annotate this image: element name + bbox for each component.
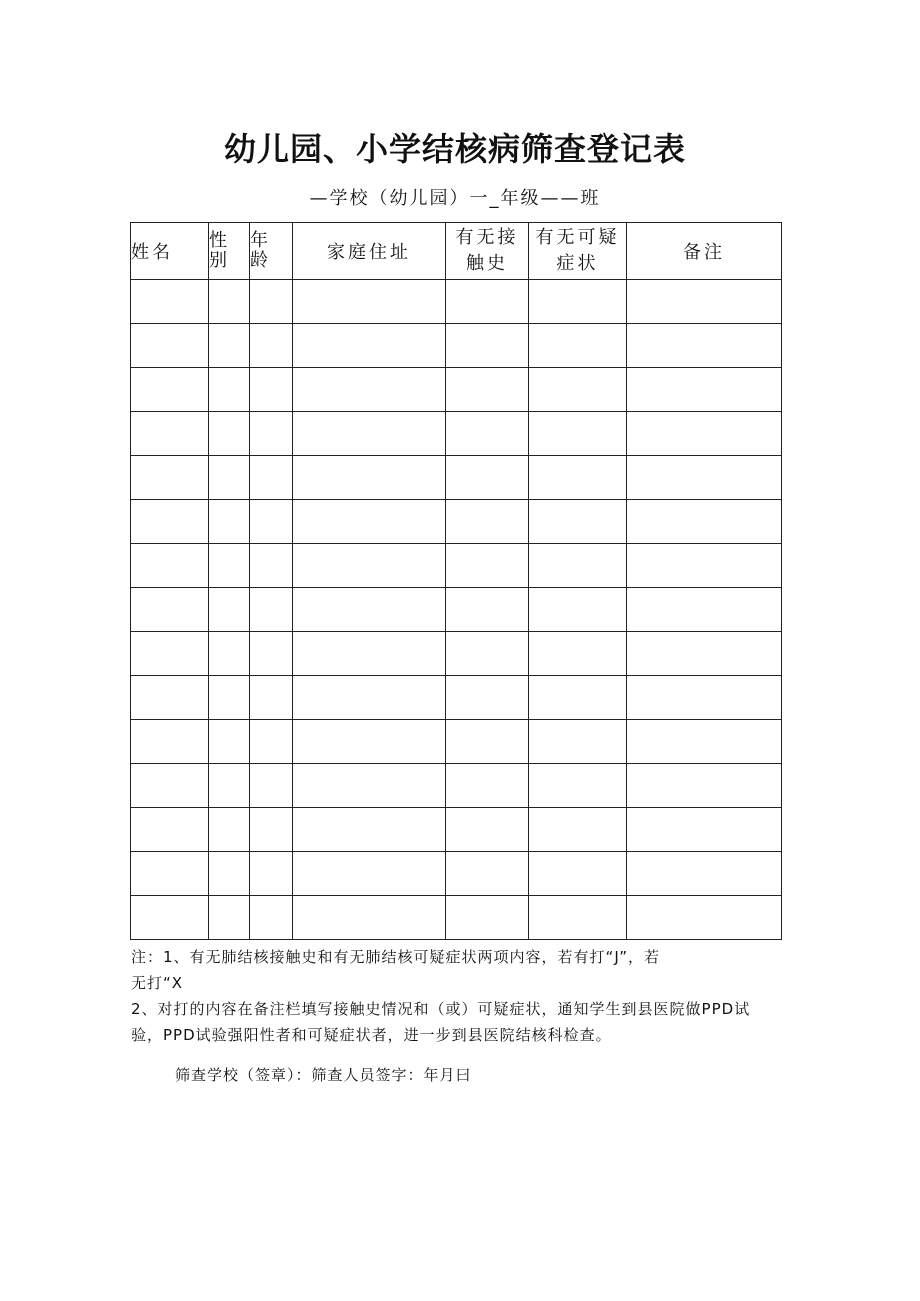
cell-note[interactable]	[627, 720, 782, 764]
cell-contact[interactable]	[446, 632, 529, 676]
table-row	[131, 764, 782, 808]
header-age: 年 龄	[250, 223, 293, 280]
cell-sex[interactable]	[209, 456, 250, 500]
cell-name[interactable]	[131, 764, 209, 808]
cell-age[interactable]	[250, 368, 293, 412]
cell-contact[interactable]	[446, 412, 529, 456]
cell-sex[interactable]	[209, 324, 250, 368]
cell-contact[interactable]	[446, 808, 529, 852]
note-line: 无打“X	[131, 974, 184, 992]
cell-age[interactable]	[250, 632, 293, 676]
cell-sex[interactable]	[209, 500, 250, 544]
cell-note[interactable]	[627, 456, 782, 500]
cell-address[interactable]	[293, 544, 446, 588]
cell-note[interactable]	[627, 368, 782, 412]
cell-name[interactable]	[131, 852, 209, 896]
cell-contact[interactable]	[446, 896, 529, 940]
cell-note[interactable]	[627, 676, 782, 720]
cell-address[interactable]	[293, 412, 446, 456]
cell-note[interactable]	[627, 852, 782, 896]
cell-note[interactable]	[627, 412, 782, 456]
cell-name[interactable]	[131, 588, 209, 632]
note-line: 注：1、有无肺结核接触史和有无肺结核可疑症状两项内容，若有打“J”，若	[131, 948, 661, 966]
notes-section	[131, 944, 791, 1048]
cell-name[interactable]	[131, 500, 209, 544]
cell-sex[interactable]	[209, 808, 250, 852]
cell-address[interactable]	[293, 456, 446, 500]
cell-age[interactable]	[250, 676, 293, 720]
signature-line: 筛查学校（签章）：筛查人员签字：年月曰	[175, 1066, 472, 1084]
cell-contact[interactable]	[446, 544, 529, 588]
cell-address[interactable]	[293, 500, 446, 544]
header-suspicious-symptoms: 有无可疑 症状	[529, 223, 627, 280]
form-title: 幼儿园、小学结核病筛查登记表	[223, 130, 686, 168]
table-row	[131, 632, 782, 676]
cell-sex[interactable]	[209, 896, 250, 940]
cell-age[interactable]	[250, 412, 293, 456]
cell-age[interactable]	[250, 764, 293, 808]
cell-sex[interactable]	[209, 544, 250, 588]
cell-address[interactable]	[293, 324, 446, 368]
cell-name[interactable]	[131, 280, 209, 324]
cell-name[interactable]	[131, 324, 209, 368]
cell-age[interactable]	[250, 456, 293, 500]
cell-symptom[interactable]	[529, 544, 627, 588]
cell-name[interactable]	[131, 676, 209, 720]
cell-sex[interactable]	[209, 852, 250, 896]
table-row	[131, 456, 782, 500]
cell-name[interactable]	[131, 456, 209, 500]
cell-note[interactable]	[627, 280, 782, 324]
cell-note[interactable]	[627, 544, 782, 588]
note-line: 验，PPD试验强阳性者和可疑症状者，进一步到县医院结核科检查。	[131, 1026, 612, 1044]
cell-sex[interactable]	[209, 676, 250, 720]
cell-symptom[interactable]	[529, 896, 627, 940]
cell-sex[interactable]	[209, 280, 250, 324]
cell-note[interactable]	[627, 764, 782, 808]
cell-name[interactable]	[131, 412, 209, 456]
cell-contact[interactable]	[446, 676, 529, 720]
cell-name[interactable]	[131, 368, 209, 412]
cell-age[interactable]	[250, 544, 293, 588]
table-row	[131, 720, 782, 764]
cell-address[interactable]	[293, 280, 446, 324]
table-header-row	[131, 223, 782, 280]
table-row	[131, 368, 782, 412]
cell-address[interactable]	[293, 368, 446, 412]
cell-symptom[interactable]	[529, 588, 627, 632]
cell-symptom[interactable]	[529, 632, 627, 676]
cell-sex[interactable]	[209, 632, 250, 676]
cell-sex[interactable]	[209, 588, 250, 632]
cell-contact[interactable]	[446, 280, 529, 324]
cell-age[interactable]	[250, 852, 293, 896]
cell-symptom[interactable]	[529, 412, 627, 456]
header-remarks: 备注	[627, 223, 782, 280]
table-row	[131, 544, 782, 588]
table-row	[131, 280, 782, 324]
cell-age[interactable]	[250, 896, 293, 940]
cell-age[interactable]	[250, 280, 293, 324]
cell-address[interactable]	[293, 632, 446, 676]
cell-name[interactable]	[131, 896, 209, 940]
cell-contact[interactable]	[446, 368, 529, 412]
cell-address[interactable]	[293, 720, 446, 764]
cell-name[interactable]	[131, 544, 209, 588]
cell-sex[interactable]	[209, 720, 250, 764]
cell-sex[interactable]	[209, 412, 250, 456]
cell-symptom[interactable]	[529, 368, 627, 412]
table-row	[131, 808, 782, 852]
cell-address[interactable]	[293, 588, 446, 632]
cell-address[interactable]	[293, 852, 446, 896]
cell-note[interactable]	[627, 500, 782, 544]
header-name: 姓名	[131, 223, 209, 280]
cell-note[interactable]	[627, 588, 782, 632]
header-sex: 性 别	[209, 223, 250, 280]
cell-note[interactable]	[627, 896, 782, 940]
cell-address[interactable]	[293, 896, 446, 940]
cell-contact[interactable]	[446, 324, 529, 368]
table-body	[131, 280, 782, 940]
cell-symptom[interactable]	[529, 720, 627, 764]
note-line: 2、对打的内容在备注栏填写接触史情况和（或）可疑症状，通知学生到县医院做PPD试	[131, 1000, 751, 1018]
table-row	[131, 676, 782, 720]
cell-age[interactable]	[250, 720, 293, 764]
table-row	[131, 588, 782, 632]
cell-symptom[interactable]	[529, 280, 627, 324]
table-row	[131, 324, 782, 368]
table-row	[131, 852, 782, 896]
cell-contact[interactable]	[446, 852, 529, 896]
table-row	[131, 896, 782, 940]
cell-symptom[interactable]	[529, 764, 627, 808]
cell-symptom[interactable]	[529, 500, 627, 544]
cell-name[interactable]	[131, 720, 209, 764]
cell-address[interactable]	[293, 676, 446, 720]
cell-sex[interactable]	[209, 368, 250, 412]
cell-contact[interactable]	[446, 456, 529, 500]
cell-contact[interactable]	[446, 764, 529, 808]
cell-symptom[interactable]	[529, 808, 627, 852]
cell-age[interactable]	[250, 324, 293, 368]
cell-contact[interactable]	[446, 588, 529, 632]
cell-name[interactable]	[131, 808, 209, 852]
cell-note[interactable]	[627, 632, 782, 676]
cell-age[interactable]	[250, 500, 293, 544]
cell-symptom[interactable]	[529, 324, 627, 368]
cell-sex[interactable]	[209, 764, 250, 808]
cell-address[interactable]	[293, 764, 446, 808]
header-address: 家庭住址	[293, 223, 446, 280]
cell-symptom[interactable]	[529, 676, 627, 720]
cell-contact[interactable]	[446, 500, 529, 544]
cell-symptom[interactable]	[529, 852, 627, 896]
form-subtitle: —学校（幼儿园）一_年级——班	[309, 188, 601, 209]
screening-register-table	[130, 222, 782, 940]
cell-age[interactable]	[250, 588, 293, 632]
table-row	[131, 500, 782, 544]
cell-address[interactable]	[293, 808, 446, 852]
cell-note[interactable]	[627, 324, 782, 368]
header-contact-history: 有无接 触史	[446, 223, 529, 280]
cell-symptom[interactable]	[529, 456, 627, 500]
cell-age[interactable]	[250, 808, 293, 852]
cell-note[interactable]	[627, 808, 782, 852]
table-row	[131, 412, 782, 456]
cell-name[interactable]	[131, 632, 209, 676]
cell-contact[interactable]	[446, 720, 529, 764]
